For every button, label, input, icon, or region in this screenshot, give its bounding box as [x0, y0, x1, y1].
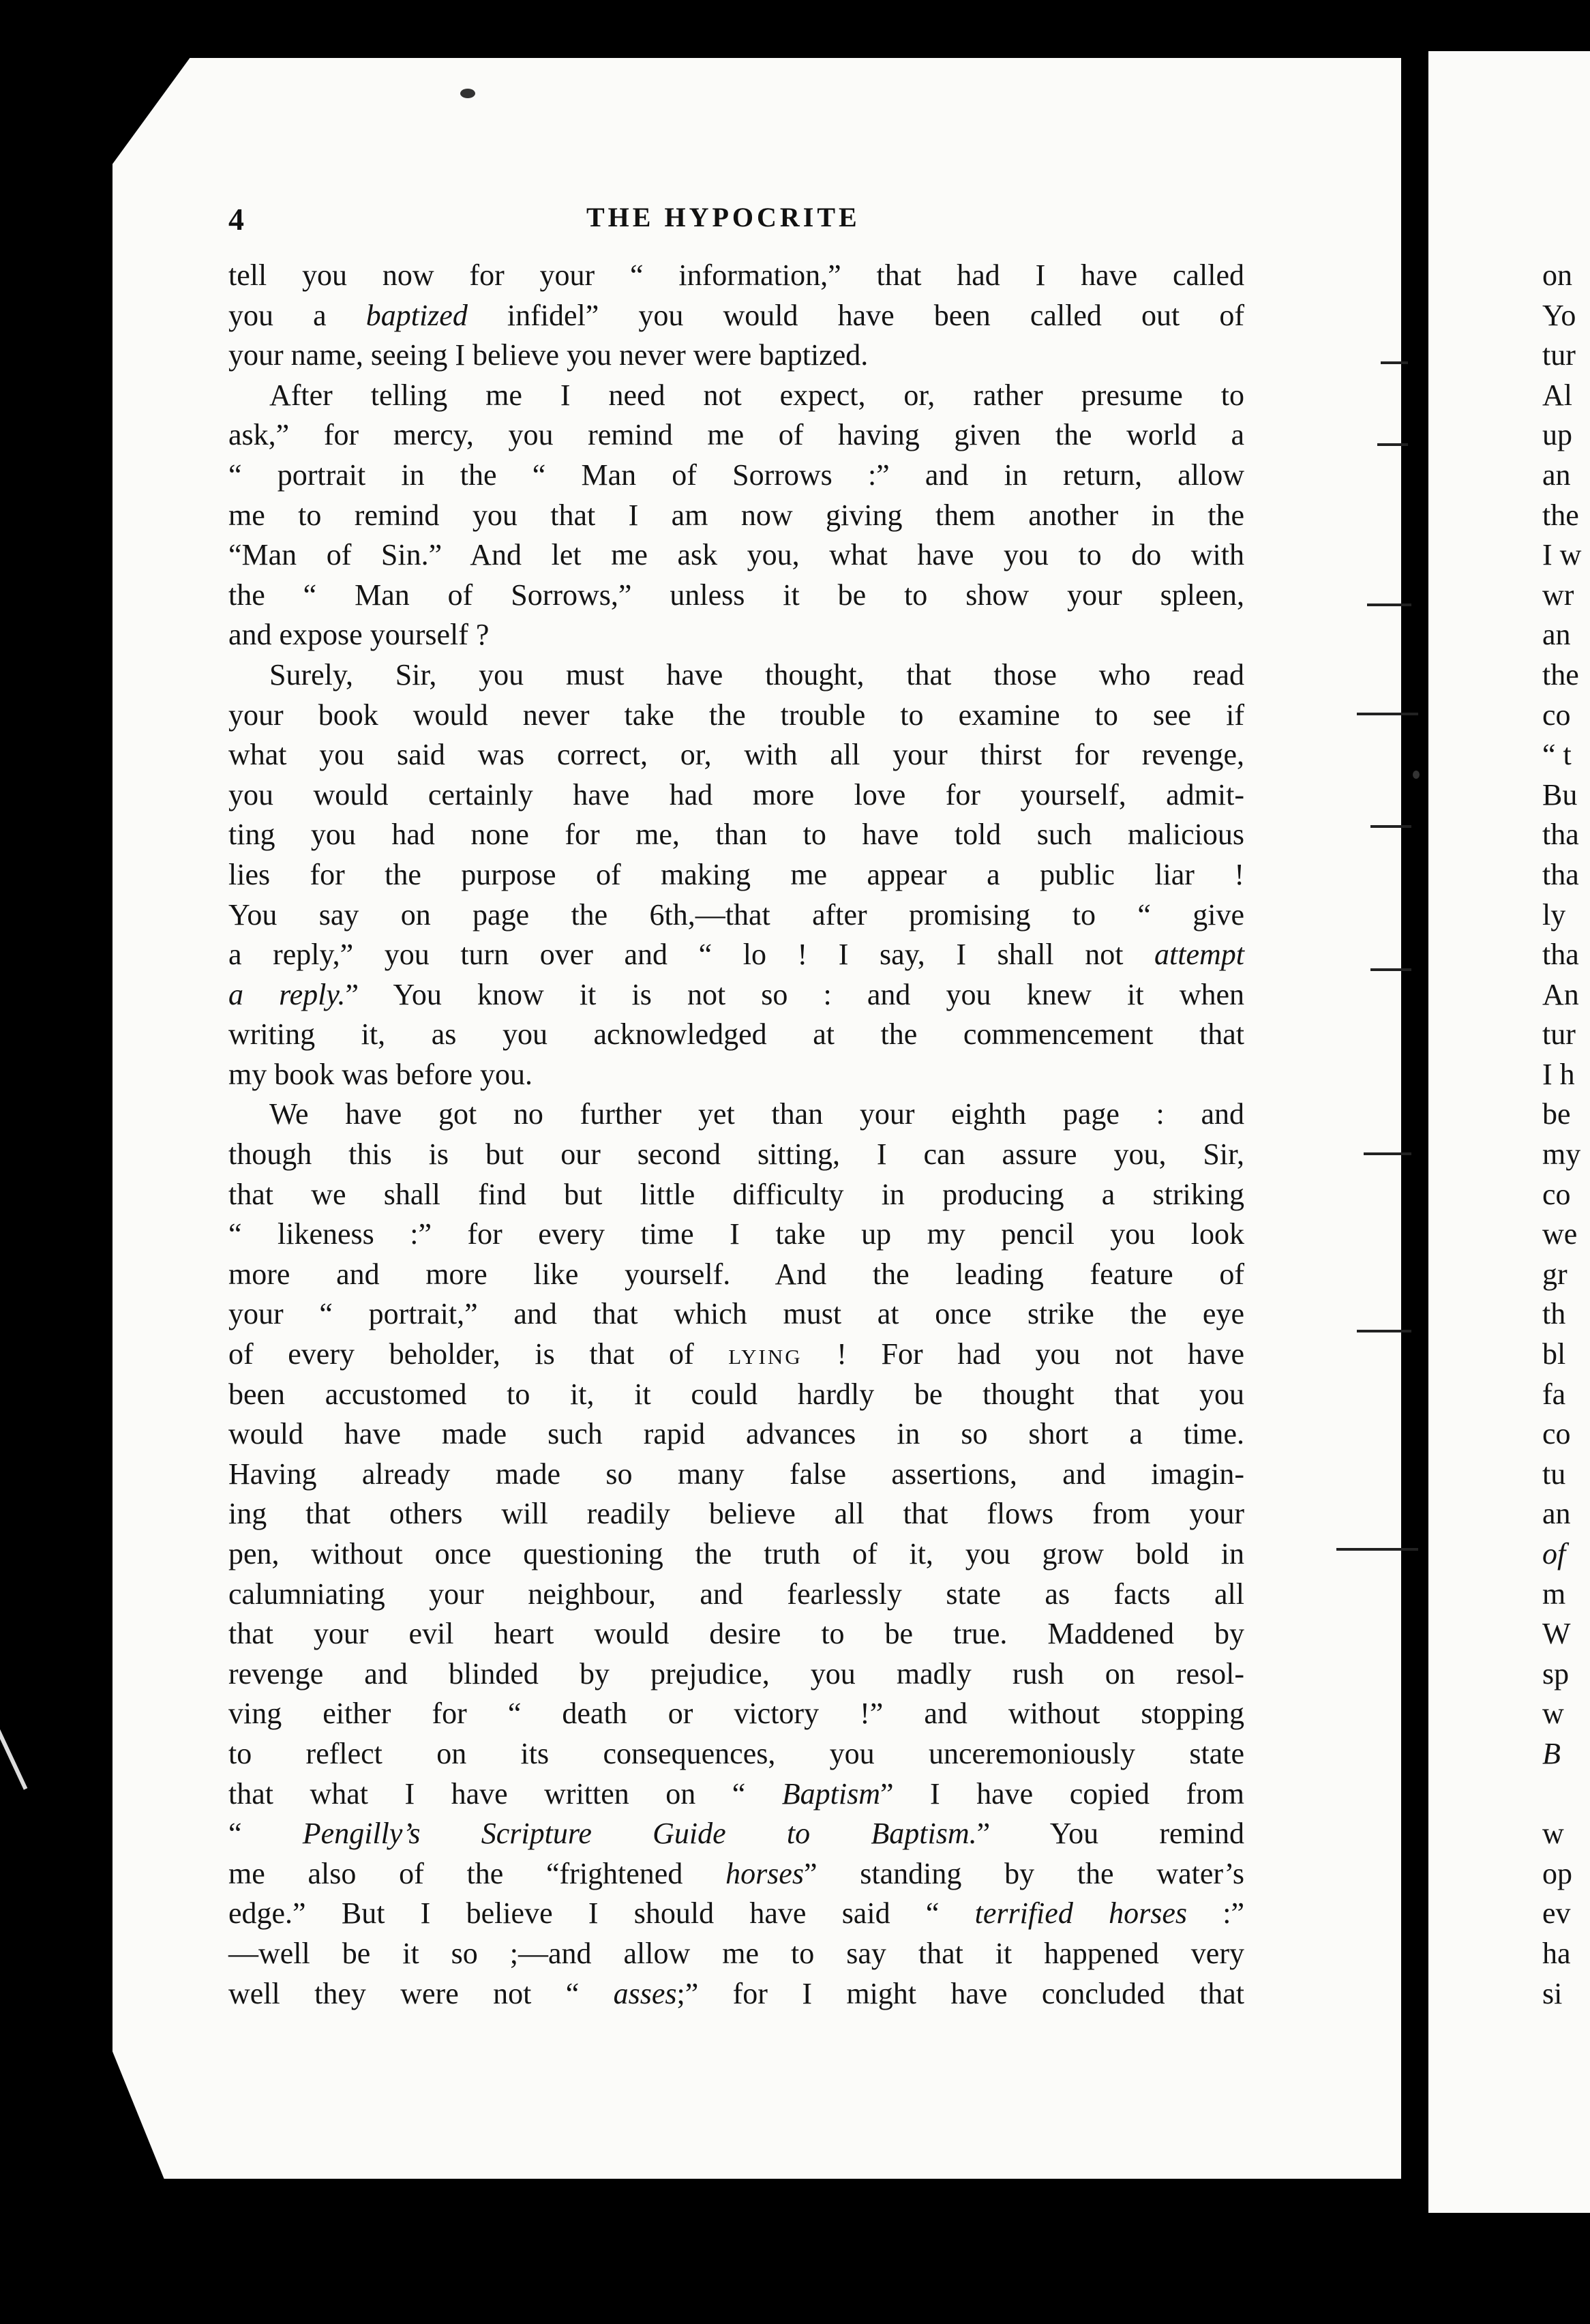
text-segment: lies for the purpose of making me appear a public liar ! [228, 857, 1244, 891]
gutter-mark [1364, 1152, 1411, 1155]
text-segment: :” [1186, 1896, 1244, 1931]
right-page-fragment: I w [1542, 538, 1582, 572]
text-line [228, 815, 1244, 855]
text-segment: “Man of Sin.” And let me ask you, what have you to do with [228, 538, 1244, 572]
text-line [228, 1534, 1244, 1575]
text-segment: though this is but our second sitting, I can assure you, Sir, [228, 1137, 1244, 1172]
text-line [228, 1614, 1244, 1654]
right-page-fragment: tu [1542, 1457, 1566, 1491]
text-segment: you would certainly have had more love for yourself, admit- [228, 777, 1244, 811]
gutter-mark [1370, 825, 1411, 828]
text-segment: well they were not “ [228, 1976, 614, 2010]
text-segment: more and more like yourself. And the leading feature of [228, 1257, 1244, 1291]
text-line [228, 735, 1244, 775]
text-segment: Having already made so many false assertions, and imagin- [228, 1457, 1244, 1491]
text-line [228, 1455, 1244, 1495]
right-page-fragment: si [1542, 1976, 1563, 2010]
text-line [228, 1135, 1244, 1175]
text-line [228, 1734, 1244, 1774]
text-segment: that your evil heart would desire to be true. Maddened by [228, 1617, 1244, 1651]
text-segment: that what I have written on “ [228, 1776, 782, 1811]
text-segment: and expose yourself ? [228, 618, 490, 652]
text-segment: me to remind you that I am now giving them another in the [228, 498, 1244, 532]
text-segment: ask,” for mercy, you remind me of having given the world a [228, 418, 1244, 452]
text-line [228, 1694, 1244, 1734]
text-segment: lying [728, 1337, 802, 1371]
running-title: THE HYPOCRITE [586, 202, 860, 233]
text-line [228, 1094, 1244, 1135]
right-page-fragment: an [1542, 1497, 1571, 1531]
text-line [228, 1175, 1244, 1215]
right-page-fragment: w [1542, 1817, 1564, 1851]
text-line [228, 496, 1244, 536]
right-page-fragment: ev [1542, 1896, 1571, 1931]
right-page-fragment: m [1542, 1577, 1566, 1611]
right-page-fragment: wr [1542, 578, 1574, 612]
text-segment: ;” for I might have concluded that [676, 1976, 1245, 2010]
text-segment: —well be it so ;—and allow me to say that it happened very [228, 1936, 1244, 1970]
text-line [228, 615, 1244, 655]
text-segment: your “ portrait,” and that which must at once strike the eye [228, 1297, 1244, 1331]
right-page-fragment [1542, 1774, 1581, 1815]
gutter-mark [1381, 361, 1408, 364]
text-segment: ” You remind [976, 1817, 1244, 1851]
right-page-fragment: “ t [1542, 738, 1572, 772]
text-line [228, 1654, 1244, 1695]
gutter-mark [1336, 1548, 1418, 1551]
text-line [228, 935, 1244, 975]
right-page-fragment: sp [1542, 1656, 1570, 1690]
text-line [228, 1294, 1244, 1335]
text-line [228, 1814, 1244, 1854]
text-line [228, 1494, 1244, 1534]
gutter-mark [1367, 604, 1411, 606]
text-segment: the “ Man of Sorrows,” unless it be to show your spleen, [228, 578, 1244, 612]
text-segment: ” You know it is not so : and you knew it when [345, 977, 1244, 1011]
text-line [228, 696, 1244, 736]
text-line [228, 975, 1244, 1015]
text-segment: tell you now for your “ information,” that had I have called [228, 258, 1244, 292]
right-page-text [1542, 256, 1581, 2014]
right-page-fragment: my [1542, 1137, 1581, 1172]
right-page-fragment: up [1542, 418, 1572, 452]
text-segment: attempt [1154, 938, 1244, 972]
right-page-fragment: be [1542, 1097, 1571, 1131]
right-page-fragment: bl [1542, 1337, 1566, 1371]
text-segment: my book was before you. [228, 1057, 533, 1091]
right-page-fragment: I h [1542, 1057, 1575, 1091]
right-page-fragment: on [1542, 258, 1572, 292]
text-segment: what you said was correct, or, with all your thirst for revenge, [228, 738, 1244, 772]
text-line [228, 1015, 1244, 1055]
text-line [228, 256, 1244, 296]
gutter-mark [1377, 443, 1408, 446]
text-line [228, 1215, 1244, 1255]
text-segment: me also of the “frightened [228, 1856, 726, 1890]
text-line [228, 1375, 1244, 1415]
text-line [228, 376, 1244, 416]
text-segment: baptized [365, 298, 468, 332]
text-line [228, 535, 1244, 576]
right-page-fragment: op [1542, 1856, 1572, 1890]
right-page-fragment: w [1542, 1697, 1564, 1731]
text-segment: infidel” you would have been called out of [467, 298, 1244, 332]
right-page-fragment: co [1542, 698, 1571, 732]
right-page-fragment: an [1542, 458, 1571, 492]
text-segment: ” I have copied from [880, 1776, 1244, 1811]
text-line [228, 576, 1244, 616]
right-page-fragment: fa [1542, 1377, 1566, 1411]
text-line [228, 415, 1244, 456]
text-line [228, 895, 1244, 936]
right-page-fragment: co [1542, 1417, 1571, 1451]
right-page-fragment: tha [1542, 857, 1579, 891]
page-edge-artifact [0, 1701, 27, 1789]
right-page-fragment: of [1542, 1537, 1566, 1570]
text-line [228, 1335, 1244, 1375]
text-segment: to reflect on its consequences, you unceremoniously state [228, 1736, 1244, 1770]
right-page-fragment: co [1542, 1177, 1571, 1211]
right-page-fragment: Al [1542, 378, 1572, 412]
text-segment: Baptism [781, 1776, 880, 1811]
dust-speck [460, 89, 475, 98]
text-line [228, 1055, 1244, 1095]
text-segment: your name, seeing I believe you never were baptized. [228, 338, 869, 372]
text-segment: “ likeness :” for every time I take up my pencil you look [228, 1217, 1244, 1251]
right-page-fragment: B [1542, 1736, 1561, 1770]
text-segment: ! For had you not have [802, 1337, 1244, 1371]
text-line [228, 1854, 1244, 1894]
text-line [228, 1255, 1244, 1295]
body-text [228, 256, 1244, 2014]
text-segment: “ portrait in the “ Man of Sorrows :” and in return, allow [228, 458, 1244, 492]
text-line [228, 1774, 1244, 1815]
text-segment: been accustomed to it, it could hardly be thought that you [228, 1377, 1244, 1411]
text-line [228, 1414, 1244, 1455]
text-segment: edge.” But I believe I should have said “ [228, 1896, 975, 1931]
right-page-fragment: ha [1542, 1936, 1571, 1970]
text-segment: ting you had none for me, than to have told such malicious [228, 818, 1244, 852]
text-segment: “ [228, 1817, 303, 1851]
text-line [228, 456, 1244, 496]
text-segment: revenge and blinded by prejudice, you madly rush on resol- [228, 1656, 1244, 1690]
gutter-mark [1357, 713, 1418, 715]
book-gutter [1403, 41, 1428, 2230]
text-segment: terrified horses [974, 1896, 1187, 1931]
right-page-fragment: ly [1542, 897, 1566, 932]
text-segment: calumniating your neighbour, and fearlessly state as facts all [228, 1577, 1244, 1611]
text-line [228, 1894, 1244, 1934]
text-line [228, 296, 1244, 336]
text-line [228, 1934, 1244, 1974]
text-segment: We have got no further yet than your eighth page : and [269, 1097, 1244, 1131]
text-segment: that we shall find but little difficulty in producing a striking [228, 1177, 1244, 1211]
text-segment: your book would never take the trouble to examine to see if [228, 698, 1244, 732]
right-page-fragment: we [1542, 1217, 1578, 1251]
text-segment: You say on page the 6th,—that after promising to “ give [228, 897, 1244, 932]
text-segment: would have made such rapid advances in so short a time. [228, 1417, 1244, 1451]
gutter-mark [1357, 1330, 1411, 1332]
right-page-fragment: tha [1542, 938, 1579, 972]
right-page-fragment: tur [1542, 338, 1576, 372]
text-segment: a reply,” you turn over and “ lo ! I say, I shall not [228, 938, 1155, 972]
text-segment: asses [613, 1976, 677, 2010]
text-line [228, 655, 1244, 696]
text-segment: ving either for “ death or victory !” and without stopping [228, 1697, 1244, 1731]
text-segment: writing it, as you acknowledged at the commencement that [228, 1017, 1244, 1052]
text-segment: ” standing by the water’s [803, 1856, 1244, 1890]
text-segment: horses [725, 1856, 804, 1890]
text-segment: a reply. [228, 977, 346, 1011]
right-page-fragment: th [1542, 1297, 1566, 1331]
right-page-fragment: the [1542, 657, 1579, 691]
right-page-fragment: tur [1542, 1017, 1576, 1052]
text-segment: ing that others will readily believe all that flows from your [228, 1497, 1244, 1531]
text-segment: After telling me I need not expect, or, rather presume to [269, 378, 1244, 412]
dust-speck [1413, 771, 1420, 779]
page-number: 4 [228, 202, 244, 237]
text-segment: of every beholder, is that of [228, 1337, 729, 1371]
text-segment: Surely, Sir, you must have thought, that those who read [269, 657, 1244, 691]
text-segment: pen, without once questioning the truth of it, you grow bold in [228, 1537, 1244, 1570]
right-page-fragment: W [1542, 1617, 1571, 1651]
gutter-mark [1370, 968, 1411, 971]
right-page-fragment: the [1542, 498, 1579, 532]
right-page-fragment: An [1542, 977, 1579, 1011]
right-page-fragment: gr [1542, 1257, 1567, 1291]
text-line [228, 775, 1244, 816]
text-line [228, 1575, 1244, 1615]
text-line [228, 1974, 1244, 2014]
text-line [228, 855, 1244, 895]
right-page-fragment: an [1542, 618, 1571, 652]
text-line [228, 336, 1244, 376]
right-page-fragment: Yo [1542, 298, 1576, 332]
right-page-fragment: Bu [1542, 777, 1578, 811]
text-segment: Pengilly’s Scripture Guide to Baptism. [302, 1817, 977, 1851]
right-page-fragment: tha [1542, 818, 1579, 852]
text-segment: you a [228, 298, 366, 332]
